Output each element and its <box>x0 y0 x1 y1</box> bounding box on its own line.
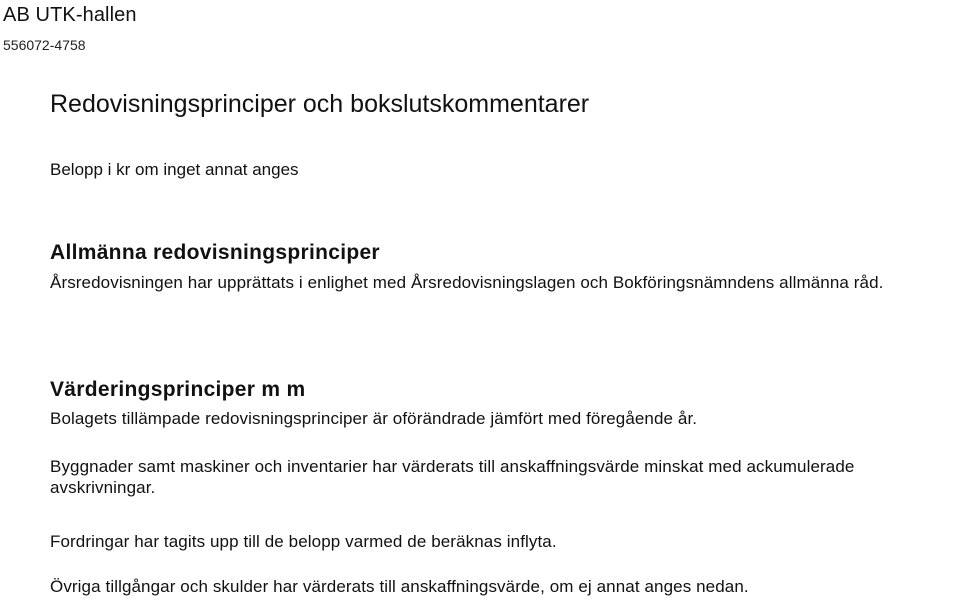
paragraph-general-principles: Årsredovisningen har upprättats i enlighet med Årsredovisningslagen och Bokföringsnämndens allmänna råd. <box>50 273 884 292</box>
company-name: AB UTK-hallen <box>3 4 137 26</box>
amount-note: Belopp i kr om inget annat anges <box>50 160 299 179</box>
paragraph-other-assets-liabilities: Övriga tillgångar och skulder har värderats till anskaffningsvärde, om ej annat anges nedan. <box>50 577 749 596</box>
section-heading-general-principles: Allmänna redovisningsprinciper <box>50 241 380 264</box>
section-heading-valuation-principles: Värderingsprinciper m m <box>50 378 306 401</box>
page-title: Redovisningsprinciper och bokslutskommentarer <box>50 90 590 118</box>
paragraph-buildings-machinery: Byggnader samt maskiner och inventarier har värderats till anskaffningsvärde minskat med ackumulerade avskrivningar. <box>50 457 855 497</box>
org-number: 556072-4758 <box>3 37 86 53</box>
paragraph-unchanged-principles: Bolagets tillämpade redovisningsprinciper är oförändrade jämfört med föregående år. <box>50 409 698 428</box>
paragraph-receivables: Fordringar har tagits upp till de belopp varmed de beräknas inflyta. <box>50 532 557 551</box>
